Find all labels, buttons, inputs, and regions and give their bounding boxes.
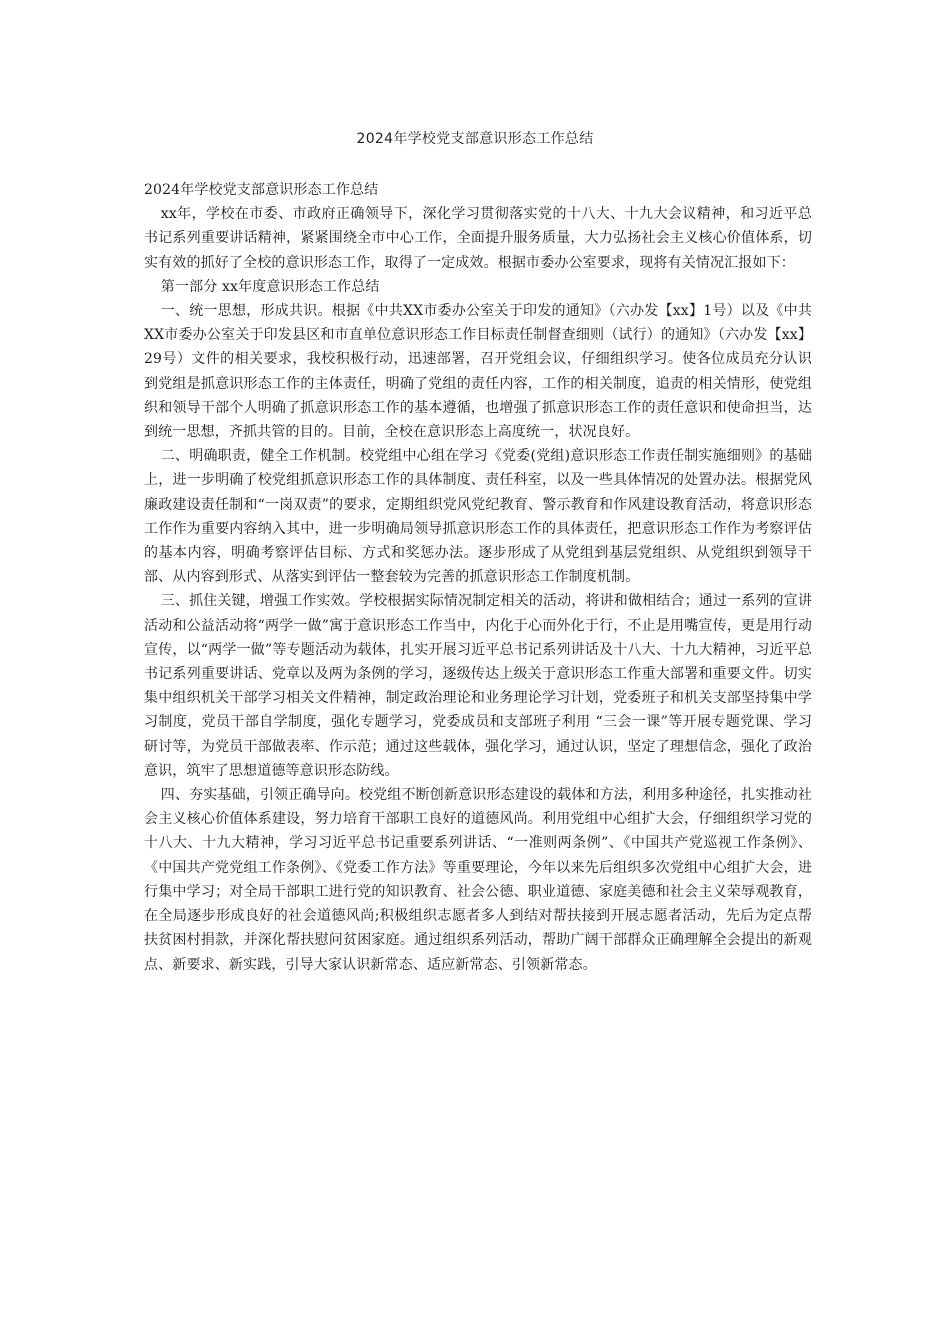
paragraph-part-two: 二、明确职责，健全工作机制。校党组中心组在学习《党委(党组)意识形态工作责任制实施细则》的基础上，进一步明确了校党组抓意识形态工作的具体制度、责任科室，以及一些具体情况的处置办法。根据党风廉政建设责任制和“一岗双责”的要求，定期组织党风党纪教育、警示教育和作风建设教育活动，将意识形态工作作为重要内容纳入其中，进一步明确局领导抓意识形态工作的具体责任，把意识形态工作作为考察评估的基本内容，明确考察评估目标、方式和奖惩办法。逐步形成了从党组到基层党组织、从党组织到领导干部、从内容到形式、从落实到评估一整套较为完善的抓意识形态工作制度机制。	[144, 448, 812, 586]
paragraph-part-three: 三、抓住关键，增强工作实效。学校根据实际情况制定相关的活动，将讲和做相结合；通过一系列的宣讲活动和公益活动将“两学一做”寓于意识形态工作当中，内化于心而外化于行，不止是用嘴宣传，更是用行动宣传，以“两学一做”等专题活动为载体，扎实开展习近平总书记系列讲话及十八大、十九大精神，习近平总书记系列重要讲话、党章以及两为条例的学习，逐级传达上级关于意识形态工作重大部署和重要文件。切实集中组织机关干部学习相关文件精神，制定政治理论和业务理论学习计划，党委班子和机关支部坚持集中学习制度，党员干部自学制度，强化专题学习，党委成员和支部班子利用 “三会一课”等开展专题党课、学习研讨等，为党员干部做表率、作示范；通过这些载体，强化学习，通过认识，坚定了理想信念，强化了政治意识，筑牢了思想道德等意识形态防线。	[144, 593, 812, 779]
intro-paragraph: xx年，学校在市委、市政府正确领导下，深化学习贯彻落实党的十八大、十九大会议精神，和习近平总书记系列重要讲话精神，紧紧围绕全市中心工作，全面提升服务质量，大力弘扬社会主义核心价值体系，切实有效的抓好了全校的意识形态工作，取得了一定成效。根据市委办公室要求，现将有关情况汇报如下：	[144, 206, 812, 271]
paragraph-part-one: 一、统一思想，形成共识。根据《中共XX市委办公室关于印发的通知》（六办发【xx】1号）以及《中共XX市委办公室关于印发县区和市直单位意识形态工作目标责任制督查细则（试行）的通知》（六办发【xx】29号）文件的相关要求，我校积极行动，迅速部署，召开党组会议，仔细组织学习。使各位成员充分认识到党组是抓意识形态工作的主体责任，明确了党组的责任内容，工作的相关制度，追责的相关情形，使党组织和领导干部个人明确了抓意识形态工作的基本遵循，也增强了抓意识形态工作的责任意识和使命担当，达到统一思想，齐抓共管的目的。目前，全校在意识形态上高度统一，状况良好。	[144, 303, 812, 441]
paragraph-part-four: 四、夯实基础，引领正确导向。校党组不断创新意识形态建设的载体和方法，利用多种途径，扎实推动社会主义核心价值体系建设，努力培育干部职工良好的道德风尚。利用党组中心组扩大会，仔细组织学习党的十八大、十九大精神，学习习近平总书记重要系列讲话、“一准则两条例”、《中国共产党巡视工作条例》、《中国共产党党组工作条例》、《党委工作方法》等重要理论，今年以来先后组织多次党组中心组扩大会，进行集中学习；对全局干部职工进行党的知识教育、社会公德、职业道德、家庭美德和社会主义荣辱观教育，在全局逐步形成良好的社会道德风尚;积极组织志愿者多人到结对帮扶接到开展志愿者活动，先后为定点帮扶贫困村捐款，并深化帮扶慰问贫困家庭。通过组织系列活动，帮助广阔干部群众正确理解全会提出的新观点、新要求、新实践，引导大家认识新常态、适应新常态、引领新常态。	[144, 787, 812, 973]
section-heading: 第一部分 xx年度意识形态工作总结	[160, 278, 380, 295]
document-subtitle: 2024年学校党支部意识形态工作总结	[144, 182, 379, 198]
document-body	[144, 178, 812, 977]
document-title: 2024年学校党支部意识形态工作总结	[356, 131, 594, 147]
